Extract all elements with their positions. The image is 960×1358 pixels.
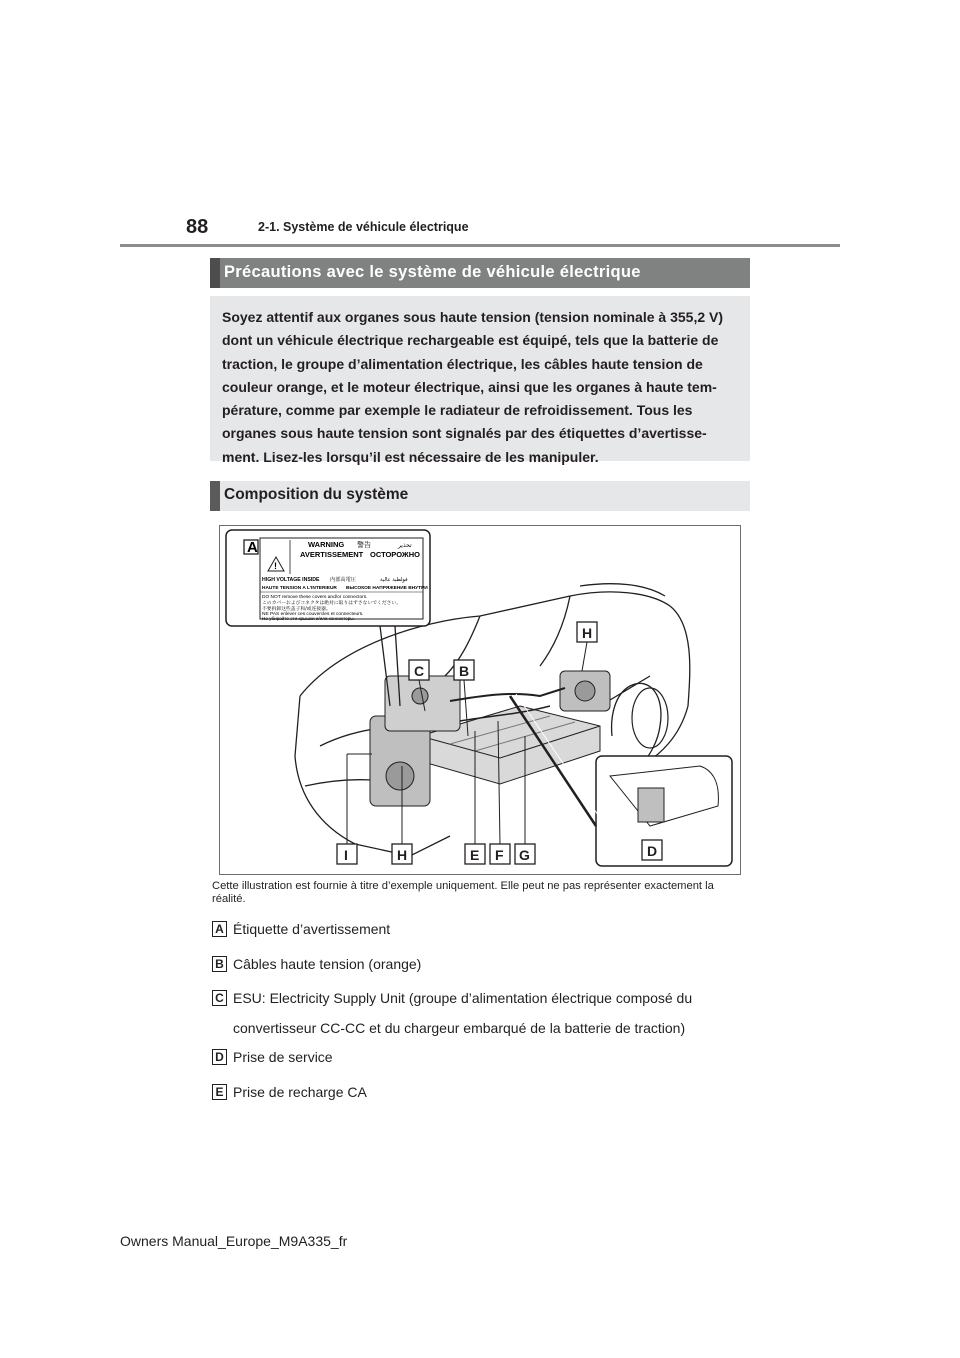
figure-label-B: B <box>459 663 470 679</box>
heading-precautions-text: Précautions avec le système de véhicule électrique <box>224 263 641 281</box>
figure-label-H-bottom: H <box>397 847 408 863</box>
warning-line4a: HAUTE TENSION A L'INTERIEUR <box>262 586 337 591</box>
warning-line1: WARNING <box>308 540 345 549</box>
warning-line2: AVERTISSEMENT <box>300 550 364 559</box>
warning-line8: NE PAS enlever ces couvercles et connecteurs. <box>262 612 364 617</box>
figure-caption: Cette illustration est fournie à titre d’exemple uniquement. Elle peut ne pas représenter exactement la réalité. <box>212 880 714 905</box>
warning-line2-ru: ОСТОРОЖНО <box>370 550 420 559</box>
intro-text: Soyez attentif aux organes sous haute tension (tension nominale à 355,2 V) dont un véhicule électrique rechargeable est équipé, tels que la batterie de traction, le groupe d’alimentation électrique, les câbles haute tension de couleur orange, et le moteur électrique, ainsi que les organes à haute température, comme par exemple le radiateur de refroidissement. Tous les organes sous haute tension sont signalés par des étiquettes d’avertissement. Lisez-les lorsqu’il est nécessaire de les manipuler. <box>222 309 724 465</box>
legend-text: Prise de service <box>233 1049 333 1065</box>
legend-badge: E <box>212 1084 227 1100</box>
system-illustration <box>219 525 741 875</box>
figure-label-A: A <box>247 539 258 556</box>
figure-label-I: I <box>344 847 348 863</box>
figure-label-C: C <box>414 663 425 679</box>
figure-label-F: F <box>495 847 504 863</box>
heading-bar <box>210 481 220 511</box>
page-number: 88 <box>186 216 209 238</box>
figure-label-D: D <box>647 843 658 859</box>
footer-doc-id: Owners Manual_Europe_M9A335_fr <box>120 1233 348 1249</box>
legend-badge: A <box>212 921 227 937</box>
legend-badge: C <box>212 990 227 1006</box>
warning-line5: DO NOT remove these covers and/or connectors. <box>262 595 368 600</box>
figure-label-H-top: H <box>582 625 593 641</box>
legend-badge: B <box>212 956 227 972</box>
legend-text: Câbles haute tension (orange) <box>233 956 422 972</box>
figure-label-G: G <box>519 847 530 863</box>
intro-box <box>210 296 750 465</box>
exclamation-icon: ! <box>274 561 277 571</box>
warning-line6: このカバーおよびコネクタは絶対に取りはずさないでください。 <box>262 601 402 606</box>
heading-composition <box>210 481 750 511</box>
warning-line1-jp: 警告 <box>357 541 371 549</box>
header-rule <box>120 244 840 247</box>
car-diagram <box>220 526 740 874</box>
heading-precautions <box>210 258 750 288</box>
legend-text: Prise de recharge CA <box>233 1084 367 1100</box>
warning-line3c: فولطية عالية <box>380 577 408 583</box>
legend-text-continued: convertisseur CC-CC et du chargeur embarqué de la batterie de traction) <box>233 1020 686 1036</box>
figure-label-E: E <box>470 847 480 863</box>
heading-bar <box>210 258 220 288</box>
heading-composition-text: Composition du système <box>224 486 409 503</box>
warning-line4b: ВЫСОКОЕ НАПРЯЖЕНИЕ ВНУТРИ <box>346 586 428 591</box>
legend-badge: D <box>212 1049 227 1065</box>
warning-line7: 不要拆卸这些盖子和/或连接器。 <box>262 607 331 612</box>
warning-line3a: HIGH VOLTAGE INSIDE <box>262 577 320 583</box>
warning-line9: Не убирайте эти крышки и/или коннекторы. <box>262 616 355 621</box>
warning-line1-ar: تحذير <box>398 542 412 549</box>
wheel-rear <box>632 688 668 748</box>
rear-motor <box>560 671 610 711</box>
warning-line3b: 内部高電圧 <box>330 577 356 583</box>
hv-cable <box>450 688 565 701</box>
legend-text: ESU: Electricity Supply Unit (groupe d’alimentation électrique composé du <box>233 990 693 1006</box>
legend-text: Étiquette d’avertissement <box>233 921 391 937</box>
section-title: 2-1. Système de véhicule électrique <box>258 220 469 234</box>
